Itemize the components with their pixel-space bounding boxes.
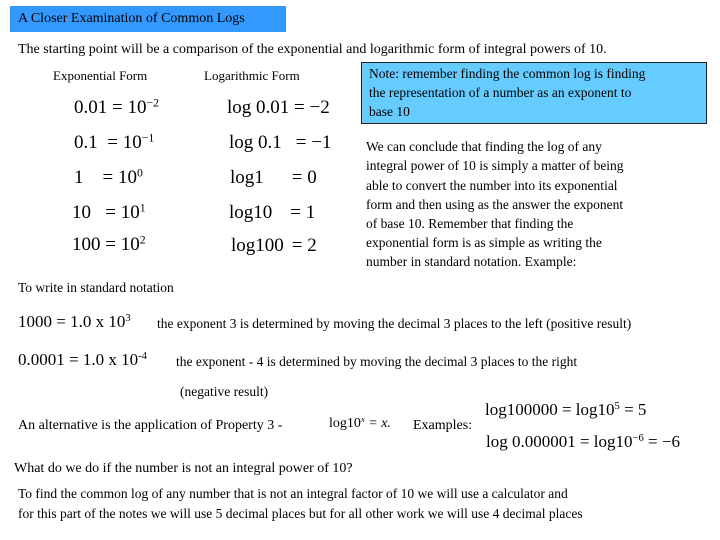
exp-row: $0.01 = 10^{-2}$ <box>74 96 159 118</box>
example2-math: 0.0001 = 1.0 x $10^{-4}$ <box>18 350 147 369</box>
example1-text: the exponent 3 is determined by moving the decimal 3 places to the left (positive result) <box>157 316 632 331</box>
conclusion-line: number in standard notation. Example: <box>366 254 577 269</box>
examples-label: Examples: <box>413 418 473 433</box>
exp-row: $100 = 10^2$ <box>72 233 146 255</box>
log-row: log1 = 0 <box>230 167 317 188</box>
log-row: log 0.1 = −1 <box>229 132 332 153</box>
title-banner <box>10 6 286 32</box>
alternative-example: $\log 100000 = \log 10^5 = 5$ <box>485 400 647 419</box>
example2-text: the exponent - 4 is determined by moving the decimal 3 places to the right <box>176 354 578 369</box>
conclusion-line: integral power of 10 is simply a matter of being <box>366 158 624 173</box>
note-line: the representation of a number as an exponent to <box>369 85 632 100</box>
conclusion-line: We can conclude that finding the log of any <box>366 139 602 154</box>
note-box <box>361 62 707 124</box>
conclusion-line: form and then using as the answer the exponent <box>366 197 624 212</box>
page-title: A Closer Examination of Common Logs <box>18 11 245 26</box>
exp-row: 1 = $10^0$ <box>74 166 143 188</box>
note-line: base 10 <box>369 104 410 119</box>
conclusion-line: of base 10. Remember that finding the <box>366 216 574 231</box>
example1-math: 1000 = 1.0 x $10^3$ <box>18 312 131 331</box>
example2-text-cont: (negative result) <box>180 384 269 399</box>
question-text: What do we do if the number is not an integral power of 10? <box>14 461 353 476</box>
log-row: log100 = 2 <box>231 235 317 256</box>
exponential-form-header: Exponential Form <box>53 68 148 83</box>
intro-text: The starting point will be a comparison of the exponential and logarithmic form of integral powers of 10. <box>18 42 607 57</box>
property-3-formula: log10$^x$ = x. <box>329 414 391 431</box>
conclusion-line: able to convert the number into its exponential <box>366 178 618 193</box>
closing-line: for this part of the notes we will use 5 decimal places but for all other work we will use 4 decimal places <box>18 506 583 521</box>
closing-line: To find the common log of any number that is not an integral factor of 10 we will use a calculator and <box>18 486 568 501</box>
alternative-text: An alternative is the application of Property 3 - <box>18 418 283 433</box>
conclusion-line: exponential form is as simple as writing the <box>366 235 602 250</box>
log-row: log 0.01 = −2 <box>227 97 330 118</box>
alternative-example: $\log 0.000001 = \log 10^{-6} = -6$ <box>486 432 680 451</box>
exp-row: $0.1 = 10^{-1}$ <box>74 131 155 153</box>
log-row: log10 = 1 <box>229 202 316 223</box>
logarithmic-form-header: Logarithmic Form <box>204 68 300 83</box>
note-line: Note: remember finding the common log is finding <box>369 66 646 81</box>
standard-notation-label: To write in standard notation <box>18 280 174 295</box>
exp-row: $10 = 10^1$ <box>72 201 146 223</box>
